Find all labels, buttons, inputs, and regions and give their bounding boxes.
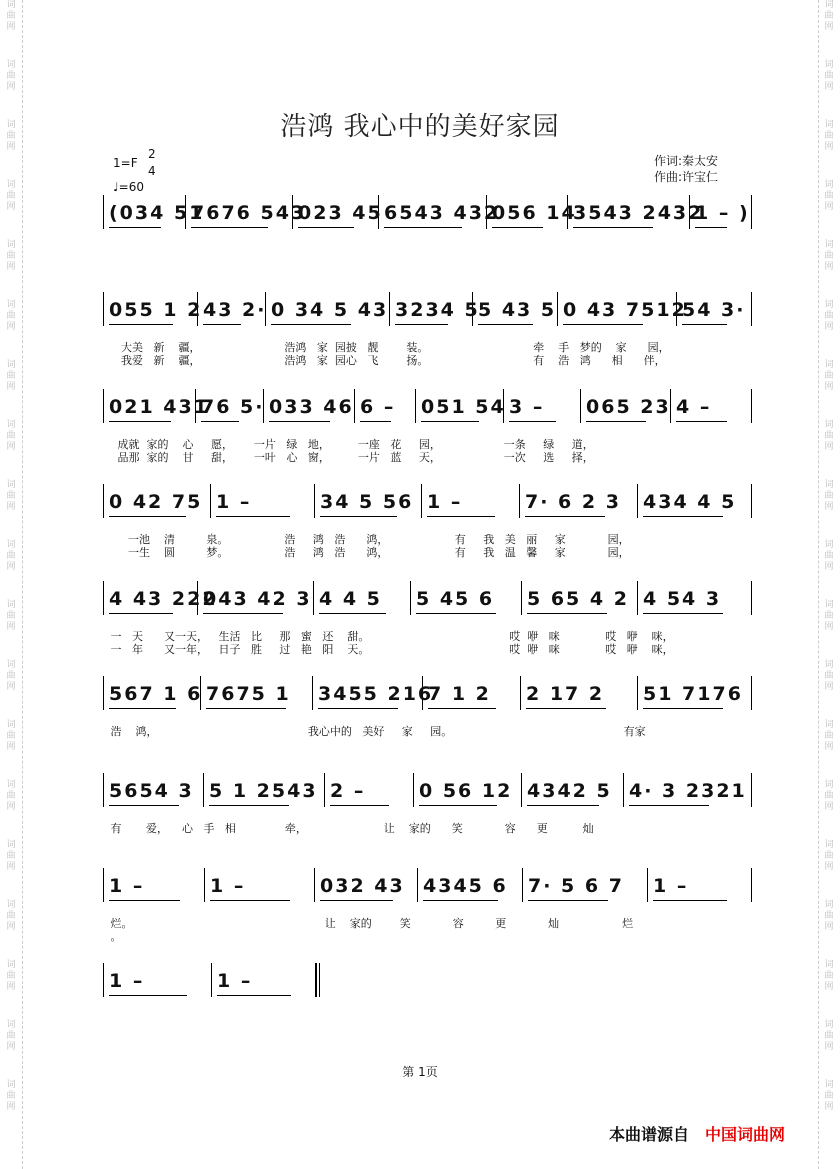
measure: 056 14 xyxy=(492,202,577,224)
measure: 0 34 5 43 xyxy=(271,299,389,321)
footer-site-name: 中国词曲网 xyxy=(705,1125,786,1144)
beam-underline xyxy=(525,516,605,517)
lyric-line: 一 天 又一天， 生活 比 那 蜜 还 甜。 哎 咿 咪 哎 咿 咪， xyxy=(100,630,674,643)
lyric-line: 成就 家的 心 愿， 一片 绿 地， 一座 花 园， 一条 绿 道， xyxy=(100,438,594,451)
watermark-mark: 词 曲 网 xyxy=(824,0,834,32)
watermark-mark: 词 曲 网 xyxy=(824,420,834,452)
measure: 2 17 2 xyxy=(526,683,605,705)
watermark-mark: 词 曲 网 xyxy=(6,240,16,272)
bar-line xyxy=(520,676,521,710)
bar-line xyxy=(314,868,315,902)
measure: 434 4 5 xyxy=(643,491,737,513)
measure: 5654 3 xyxy=(109,780,194,802)
measure: 1 – xyxy=(217,970,253,992)
watermark-mark: 词 曲 网 xyxy=(824,60,834,92)
bar-line xyxy=(637,581,638,615)
measure: 7 1 2 xyxy=(428,683,491,705)
beam-underline xyxy=(271,324,351,325)
bar-line xyxy=(751,389,752,423)
measure: 51 7176 xyxy=(643,683,743,705)
bar-line xyxy=(103,292,104,326)
measure: 043 42 3 xyxy=(203,588,312,610)
bar-line xyxy=(521,773,522,807)
footer-source-text: 本曲谱源自 xyxy=(609,1125,690,1144)
beam-underline xyxy=(676,421,727,422)
measure: 1 – xyxy=(427,491,463,513)
beam-underline xyxy=(319,613,386,614)
watermark-mark: 词 曲 网 xyxy=(6,1080,16,1112)
lyric-line: 一 年 又一年， 日子 胜 过 艳 阳 天。 哎 咿 咪 哎 咿 咪， xyxy=(100,643,674,656)
measure: 5 1 2543 xyxy=(209,780,318,802)
measure: 4 4 5 xyxy=(319,588,382,610)
measure: 021 431 xyxy=(109,396,209,418)
beam-underline xyxy=(629,805,709,806)
measure: 7· 5 6 7 xyxy=(528,875,624,897)
measure: 032 43 xyxy=(320,875,405,897)
beam-underline xyxy=(109,900,180,901)
watermark-mark: 词 曲 网 xyxy=(824,480,834,512)
measure: 43 2· xyxy=(203,299,267,321)
watermark-mark: 词 曲 网 xyxy=(6,180,16,212)
beam-underline xyxy=(527,805,599,806)
beam-underline xyxy=(653,900,727,901)
watermark-mark: 词 曲 网 xyxy=(824,960,834,992)
measure: 7675 1 xyxy=(206,683,291,705)
watermark-mark: 词 曲 网 xyxy=(6,660,16,692)
lyric-line: 有 爱， 心 手 相 牵， 让 家的 笑 容 更 灿 xyxy=(100,822,594,835)
watermark-mark: 词 曲 网 xyxy=(6,60,16,92)
page-number: 第 1页 xyxy=(402,1065,438,1079)
measure: 023 45 xyxy=(298,202,383,224)
measure: 1 – xyxy=(216,491,252,513)
beam-underline xyxy=(203,613,283,614)
measure: 34 5 56 xyxy=(320,491,414,513)
beam-underline xyxy=(384,227,462,228)
beam-underline xyxy=(209,805,289,806)
beam-underline xyxy=(217,995,291,996)
bar-line xyxy=(637,676,638,710)
bar-line xyxy=(314,484,315,518)
beam-underline xyxy=(201,421,239,422)
bar-line xyxy=(103,868,104,902)
watermark-mark: 词 曲 网 xyxy=(6,0,16,32)
beam-underline xyxy=(528,900,608,901)
beam-underline xyxy=(509,421,556,422)
measure: 7· 6 2 3 xyxy=(525,491,621,513)
beam-underline xyxy=(695,227,727,228)
bar-line xyxy=(751,292,752,326)
measure: 1 – xyxy=(109,875,145,897)
watermark-mark: 词 曲 网 xyxy=(824,840,834,872)
bar-line xyxy=(751,195,752,229)
watermark-mark: 词 曲 网 xyxy=(824,180,834,212)
watermark-mark: 词 曲 网 xyxy=(6,780,16,812)
beam-underline xyxy=(526,708,606,709)
measure: 3455 216 xyxy=(318,683,434,705)
beam-underline xyxy=(643,708,723,709)
watermark-mark: 词 曲 网 xyxy=(6,120,16,152)
measure: 76 5· xyxy=(201,396,265,418)
measure: 1 – xyxy=(210,875,246,897)
watermark-mark: 词 曲 网 xyxy=(6,1020,16,1052)
watermark-mark: 词 曲 网 xyxy=(6,720,16,752)
measure: 5 43 5 xyxy=(478,299,557,321)
measure: 4 43 222 xyxy=(109,588,218,610)
beam-underline xyxy=(360,421,391,422)
beam-underline xyxy=(427,516,495,517)
bar-line xyxy=(324,773,325,807)
watermark-mark: 词 曲 网 xyxy=(6,960,16,992)
measure: 0 56 12 xyxy=(419,780,513,802)
measure: 033 46 xyxy=(269,396,354,418)
bar-line xyxy=(315,963,320,997)
watermark-mark: 词 曲 网 xyxy=(6,360,16,392)
lyric-line: 。 xyxy=(100,930,122,943)
notation-row xyxy=(0,396,840,426)
measure: 3 – xyxy=(509,396,545,418)
measure: 4· 3 2321 xyxy=(629,780,747,802)
beam-underline xyxy=(423,900,498,901)
watermark-mark: 词 曲 网 xyxy=(824,360,834,392)
watermark-mark: 词 曲 网 xyxy=(824,120,834,152)
bar-line xyxy=(203,773,204,807)
bar-line xyxy=(313,581,314,615)
lyric-line: 我爱 新 疆， 浩鸿 家 园心 飞 扬。 有 浩 鸿 相 伴， xyxy=(100,354,666,367)
lyric-line: 烂。 让 家的 笑 容 更 灿 烂 xyxy=(100,917,634,930)
beam-underline xyxy=(210,900,290,901)
watermark-mark: 词 曲 网 xyxy=(6,480,16,512)
lyricist: 作词:秦太安 xyxy=(654,154,719,168)
bar-line xyxy=(413,773,414,807)
lyric-line: 品那 家的 甘 甜， 一叶 心 窗， 一片 蓝 天， 一次 选 择， xyxy=(100,451,594,464)
time-signature-bottom: 4 xyxy=(148,164,156,178)
beam-underline xyxy=(203,324,241,325)
bar-line xyxy=(410,581,411,615)
watermark-mark: 词 曲 网 xyxy=(824,300,834,332)
bar-line xyxy=(211,963,212,997)
beam-underline xyxy=(527,613,607,614)
watermark-mark: 词 曲 网 xyxy=(6,420,16,452)
measure: 1 – xyxy=(109,970,145,992)
bar-line xyxy=(103,581,104,615)
measure: 065 23 xyxy=(586,396,671,418)
watermark-mark: 词 曲 网 xyxy=(824,1080,834,1112)
beam-underline xyxy=(109,421,171,422)
measure: 4345 6 xyxy=(423,875,508,897)
bar-line xyxy=(751,581,752,615)
watermark-mark: 词 曲 网 xyxy=(824,1020,834,1052)
watermark-mark: 词 曲 网 xyxy=(6,840,16,872)
beam-underline xyxy=(109,227,161,228)
beam-underline xyxy=(109,324,173,325)
watermark-mark: 词 曲 网 xyxy=(824,660,834,692)
bar-line xyxy=(421,484,422,518)
notation-row xyxy=(0,588,840,618)
bar-line xyxy=(580,389,581,423)
beam-underline xyxy=(573,227,653,228)
beam-underline xyxy=(320,516,397,517)
beam-underline xyxy=(421,421,479,422)
bar-line xyxy=(103,484,104,518)
measure: 6543 432 xyxy=(384,202,500,224)
watermark-mark: 词 曲 网 xyxy=(6,600,16,632)
beam-underline xyxy=(330,805,389,806)
bar-line xyxy=(103,773,104,807)
measure: 051 54 xyxy=(421,396,506,418)
beam-underline xyxy=(419,805,497,806)
beam-underline xyxy=(109,613,173,614)
measure: 3234 5 xyxy=(395,299,480,321)
watermark-mark: 词 曲 网 xyxy=(6,900,16,932)
beam-underline xyxy=(269,421,330,422)
song-title: 浩鸿 我心中的美好家园 xyxy=(280,112,560,142)
beam-underline xyxy=(416,613,496,614)
watermark-mark: 词 曲 网 xyxy=(824,720,834,752)
beam-underline xyxy=(478,324,533,325)
measure: 6 – xyxy=(360,396,396,418)
bar-line xyxy=(417,868,418,902)
measure: 4342 5 xyxy=(527,780,612,802)
measure: 7676 543 xyxy=(191,202,307,224)
watermark-mark: 词 曲 网 xyxy=(824,240,834,272)
watermark-mark: 词 曲 网 xyxy=(824,780,834,812)
time-signature xyxy=(148,146,156,180)
notation-row xyxy=(0,970,840,1000)
bar-line xyxy=(647,868,648,902)
watermark-left xyxy=(3,0,19,1140)
watermark-mark: 词 曲 网 xyxy=(824,600,834,632)
beam-underline xyxy=(395,324,448,325)
bar-line xyxy=(103,676,104,710)
beam-underline xyxy=(298,227,354,228)
beam-underline xyxy=(318,708,398,709)
notation-row xyxy=(0,780,840,810)
measure: 5 65 4 2 xyxy=(527,588,629,610)
bar-line xyxy=(389,292,390,326)
notation-row xyxy=(0,202,840,232)
credits xyxy=(654,153,718,185)
time-signature-top: 2 xyxy=(148,147,156,161)
watermark-mark: 词 曲 网 xyxy=(6,300,16,332)
watermark-mark: 词 曲 网 xyxy=(824,900,834,932)
bar-line xyxy=(204,868,205,902)
bar-line xyxy=(354,389,355,423)
beam-underline xyxy=(643,613,723,614)
notation-row xyxy=(0,683,840,713)
measure: 3543 2432 xyxy=(573,202,704,224)
measure: 4 – xyxy=(676,396,712,418)
watermark-mark: 词 曲 网 xyxy=(824,540,834,572)
notation-row xyxy=(0,491,840,521)
lyric-line: 大美 新 疆， 浩鸿 家 园披 靓 装。 牵 手 梦的 家 园， xyxy=(100,341,670,354)
key-signature: 1=F xyxy=(113,156,138,170)
bar-line xyxy=(751,676,752,710)
measure: 54 3· xyxy=(682,299,746,321)
lyric-line: 一生 圆 梦。 浩 鸿 浩 鸿， 有 我 温 馨 家 园， xyxy=(100,546,630,559)
bar-line xyxy=(637,484,638,518)
bar-line xyxy=(103,389,104,423)
notation-row xyxy=(0,875,840,905)
bar-line xyxy=(312,676,313,710)
beam-underline xyxy=(206,708,286,709)
beam-underline xyxy=(109,995,187,996)
bar-line xyxy=(751,868,752,902)
bar-line xyxy=(210,484,211,518)
measure: 4 54 3 xyxy=(643,588,722,610)
beam-underline xyxy=(109,708,176,709)
watermark-mark: 词 曲 网 xyxy=(6,540,16,572)
measure: 2 – xyxy=(330,780,366,802)
measure: 1 – xyxy=(653,875,689,897)
composer: 作曲:许宝仁 xyxy=(654,170,719,184)
bar-line xyxy=(415,389,416,423)
lyric-line: 一池 清 泉。 浩 鸿 浩 鸿， 有 我 美 丽 家 园， xyxy=(100,533,630,546)
quarter-note-icon: ♩ xyxy=(113,180,119,194)
measure: 5 45 6 xyxy=(416,588,495,610)
measure: (034 51 xyxy=(109,202,205,224)
bar-line xyxy=(521,581,522,615)
lyric-line: 浩 鸿， 我心中的 美好 家 园。 有家 xyxy=(100,725,646,738)
beam-underline xyxy=(563,324,643,325)
measure: 0 42 75 xyxy=(109,491,203,513)
bar-line xyxy=(557,292,558,326)
bar-line xyxy=(751,484,752,518)
footer xyxy=(609,1122,785,1145)
bar-line xyxy=(103,195,104,229)
beam-underline xyxy=(320,900,393,901)
notation-row xyxy=(0,299,840,329)
beam-underline xyxy=(492,227,543,228)
bar-line xyxy=(103,963,104,997)
measure: 567 1 6 xyxy=(109,683,203,705)
bar-line xyxy=(519,484,520,518)
beam-underline xyxy=(216,516,290,517)
beam-underline xyxy=(586,421,646,422)
tempo-marking xyxy=(113,180,144,194)
beam-underline xyxy=(682,324,727,325)
measure: 055 1 2 xyxy=(109,299,203,321)
beam-underline xyxy=(428,708,496,709)
beam-underline xyxy=(109,805,179,806)
beam-underline xyxy=(109,516,186,517)
measure: 1 – ) xyxy=(695,202,750,224)
bar-line xyxy=(623,773,624,807)
beam-underline xyxy=(643,516,723,517)
beam-underline xyxy=(191,227,268,228)
bar-line xyxy=(751,773,752,807)
bar-line xyxy=(522,868,523,902)
tempo-value: =60 xyxy=(118,180,144,194)
watermark-right xyxy=(821,0,837,1140)
measure: 0 43 7512 xyxy=(563,299,687,321)
